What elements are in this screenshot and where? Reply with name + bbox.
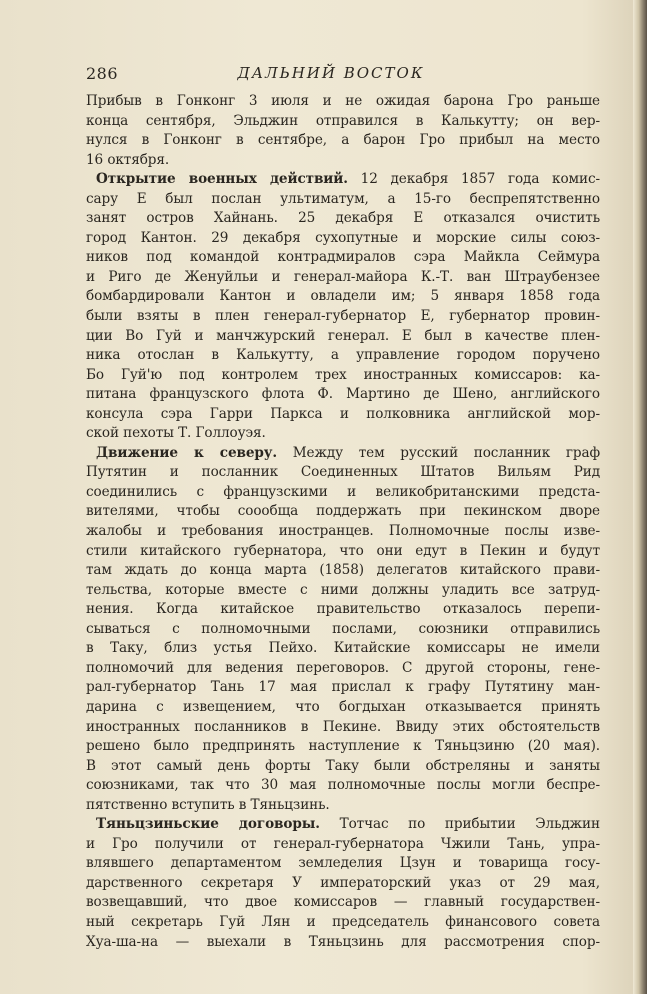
line-text: питана французского флота Ф. Мартино де Шено, английского <box>86 386 600 403</box>
text-line <box>86 287 600 307</box>
line-text: ции Во Гуй и манчжурский генерал. Е был в качестве плен- <box>86 327 600 344</box>
text-line <box>86 209 600 229</box>
line-text: соединились с французскими и великобританскими предста- <box>86 483 600 500</box>
line-text: ников под командой контрадмиралов сэра Майкла Сеймура <box>86 249 600 266</box>
text-line <box>86 542 600 562</box>
text-line <box>86 92 600 112</box>
line-text: город Кантон. 29 декабря сухопутные и морские силы союз- <box>86 229 600 246</box>
section-heading: Открытие военных действий. <box>96 171 348 188</box>
text-line <box>86 307 600 327</box>
line-text: иностранных посланников в Пекине. Ввиду этих обстоятельств <box>86 718 600 735</box>
page-number: 286 <box>86 64 119 83</box>
text-line <box>86 933 600 953</box>
text-line <box>86 561 600 581</box>
line-text: рал-губернатор Тань 17 мая прислал к графу Путятину ман- <box>86 679 600 696</box>
text-line <box>86 776 600 796</box>
text-line <box>86 502 600 522</box>
text-line <box>86 463 600 483</box>
line-text: решено было предпринять наступление к Тяньцзиню (20 мая). <box>86 738 600 755</box>
text-line <box>86 678 600 698</box>
text-line <box>86 268 600 288</box>
text-line <box>86 424 600 444</box>
section-heading: Тяньцзиньские договоры. <box>96 816 320 833</box>
text-line <box>86 659 600 679</box>
section-first-line <box>86 444 600 464</box>
line-text: нения. Когда китайское правительство отказалось перепи- <box>86 601 600 618</box>
text-line <box>86 854 600 874</box>
line-text: и Риго де Женуйльи и генерал-майора К.-Т. ван Штраубензее <box>86 268 600 285</box>
line-text: Хуа-ша-на — выехали в Тяньцзинь для рассмотрения спор- <box>86 933 600 950</box>
body-text <box>86 92 600 952</box>
line-text: жалобы и требования иностранцев. Полномочные послы изве- <box>86 523 600 540</box>
text-line <box>86 698 600 718</box>
text-line <box>86 112 600 132</box>
line-text: Путятин и посланник Соединенных Штатов Вильям Рид <box>86 464 600 481</box>
text-line <box>86 835 600 855</box>
line-text: В этот самый день форты Таку были обстреляны и заняты <box>86 757 600 774</box>
text-line <box>86 346 600 366</box>
text-line <box>86 893 600 913</box>
text-line <box>86 581 600 601</box>
line-text: сываться с полномочными послами, союзники отправились <box>86 620 600 637</box>
section-first-line <box>86 815 600 835</box>
line-text: консула сэра Гарри Паркса и полковника английской мор- <box>86 405 600 422</box>
line-text: Тотчас по прибытии Эльджин <box>319 816 600 833</box>
line-text: стили китайского губернатора, что они едут в Пекин и будут <box>86 542 600 559</box>
line-text: союзниками, так что 30 мая полномочные послы могли беспре- <box>86 777 600 794</box>
line-text: 12 декабря 1857 года комис- <box>347 171 600 188</box>
line-text: ской пехоты Т. Голлоуэя. <box>86 425 266 442</box>
text-line <box>86 874 600 894</box>
text-line <box>86 620 600 640</box>
line-text: возвещавший, что двое комиссаров — главный государствен- <box>86 894 600 911</box>
line-text: в Таку, близ устья Пейхо. Китайские комиссары не имели <box>86 640 600 657</box>
line-text: сару Е был послан ультиматум, а 15-го беспрепятственно <box>86 190 600 207</box>
text-line <box>86 913 600 933</box>
text-line <box>86 405 600 425</box>
line-text: 16 октября. <box>86 151 170 168</box>
page-edge-shadow <box>633 0 647 994</box>
text-line <box>86 757 600 777</box>
text-line <box>86 385 600 405</box>
line-text: нулся в Гонконг в сентябре, а барон Гро прибыл на место <box>86 132 600 149</box>
line-text: полномочий для ведения переговоров. С другой стороны, гене- <box>86 659 600 676</box>
text-line <box>86 737 600 757</box>
line-text: пятственно вступить в Тяньцзинь. <box>86 796 330 813</box>
text-line <box>86 639 600 659</box>
line-text: там ждать до конца марта (1858) делегатов китайского прави- <box>86 562 600 579</box>
line-text: конца сентября, Эльджин отправился в Калькутту; он вер- <box>86 112 600 129</box>
line-text: Между тем русский посланник граф <box>277 444 600 461</box>
section-heading: Движение к северу. <box>96 444 278 461</box>
line-text: влявшего департаментом земледелия Цзун и товарища госу- <box>86 855 600 872</box>
running-title: ДАЛЬНИЙ ВОСТОК <box>237 64 425 82</box>
text-line <box>86 151 600 171</box>
line-text: вителями, чтобы соообща поддержать при пекинском дворе <box>86 503 600 520</box>
text-line <box>86 718 600 738</box>
line-text: Прибыв в Гонконг 3 июля и не ожидая барона Гро раньше <box>86 93 600 109</box>
line-text: занят остров Хайнань. 25 декабря Е отказался очистить <box>86 210 600 227</box>
text-line <box>86 366 600 386</box>
page-header <box>86 64 576 88</box>
text-line <box>86 131 600 151</box>
line-text: дарственного секретаря У императорский указ от 29 мая, <box>86 874 600 891</box>
text-line <box>86 229 600 249</box>
line-text: бомбардировали Кантон и овладели им; 5 января 1858 года <box>86 288 600 305</box>
text-line <box>86 600 600 620</box>
text-line <box>86 327 600 347</box>
line-text: Бо Гуй'ю под контролем трех иностранных комиссаров: ка- <box>86 366 600 383</box>
section-first-line <box>86 170 600 190</box>
line-text: были взяты в плен генерал-губернатор Е, губернатор провин- <box>86 308 600 325</box>
text-line <box>86 796 600 816</box>
text-line <box>86 483 600 503</box>
line-text: тельства, которые вместе с ними должны уладить все затруд- <box>86 581 600 598</box>
text-line <box>86 190 600 210</box>
line-text: ный секретарь Гуй Лян и председатель финансового совета <box>86 913 600 930</box>
line-text: и Гро получили от генерал-губернатора Чжили Тань, упра- <box>86 835 600 852</box>
text-line <box>86 248 600 268</box>
text-line <box>86 522 600 542</box>
line-text: ника отослан в Калькутту, а управление городом поручено <box>86 347 600 364</box>
line-text: дарина с извещением, что богдыхан отказывается принять <box>86 698 600 715</box>
